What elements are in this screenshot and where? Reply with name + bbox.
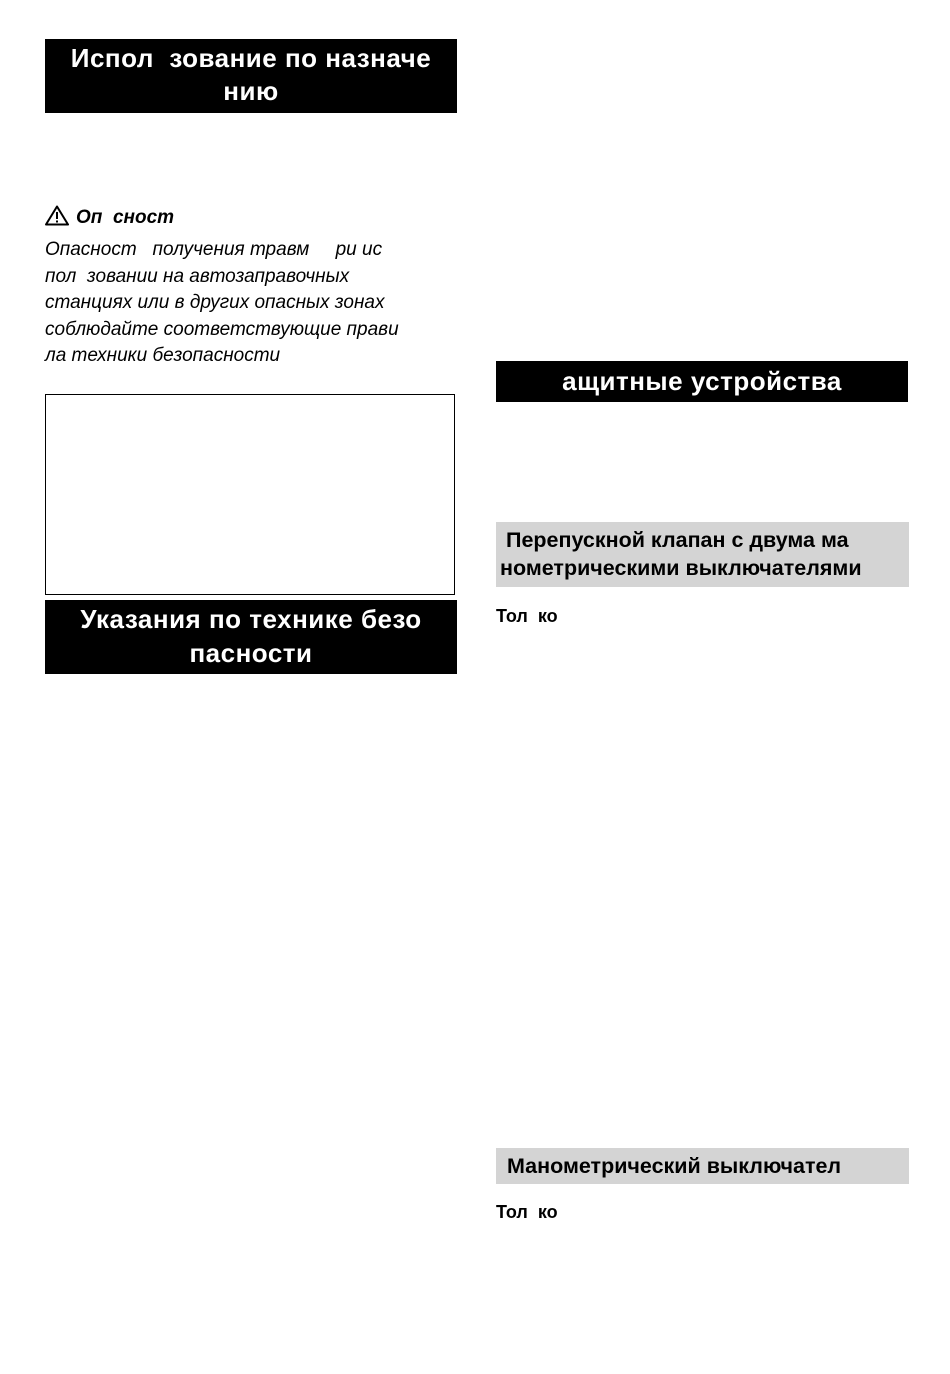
warning-triangle-icon <box>45 205 69 226</box>
bypass-heading-line-2: нометрическими выключателями <box>500 556 862 580</box>
bypass-valve-heading <box>496 522 909 587</box>
warning-title-text: Оп сност <box>76 207 175 228</box>
warning-body-line: станциях или в других опасных зонах <box>45 292 385 313</box>
intended-use-heading <box>45 39 457 113</box>
pressure-only-text: Тол ко <box>496 1202 558 1222</box>
warning-body <box>45 237 399 370</box>
intended-use-heading-line-2: нию <box>223 76 279 106</box>
bypass-only-text: Тол ко <box>496 606 558 626</box>
safety-heading-line-2: пасности <box>189 638 313 668</box>
warning-body-line: соблюдайте соответствующие прави <box>45 318 399 340</box>
safety-heading-line-1: Указания по технике безо <box>80 604 422 634</box>
safety-instructions-heading <box>45 600 457 674</box>
protective-devices-heading: ащитные устройства <box>496 361 908 402</box>
intended-use-heading-line-1: Испол зование по назначе <box>70 43 432 73</box>
warning-body-line: пол зовании на автозаправочных <box>45 265 350 287</box>
bypass-heading-line-1: Перепускной клапан с двума ма <box>506 528 849 552</box>
warning-body-line: Опасност получения травм ри ис <box>45 239 383 260</box>
warning-title <box>45 203 174 233</box>
pressure-switch-heading: Манометрический выключател <box>496 1148 909 1184</box>
warning-body-line: ла техники безопасности <box>45 345 281 366</box>
empty-frame-box <box>45 394 455 595</box>
